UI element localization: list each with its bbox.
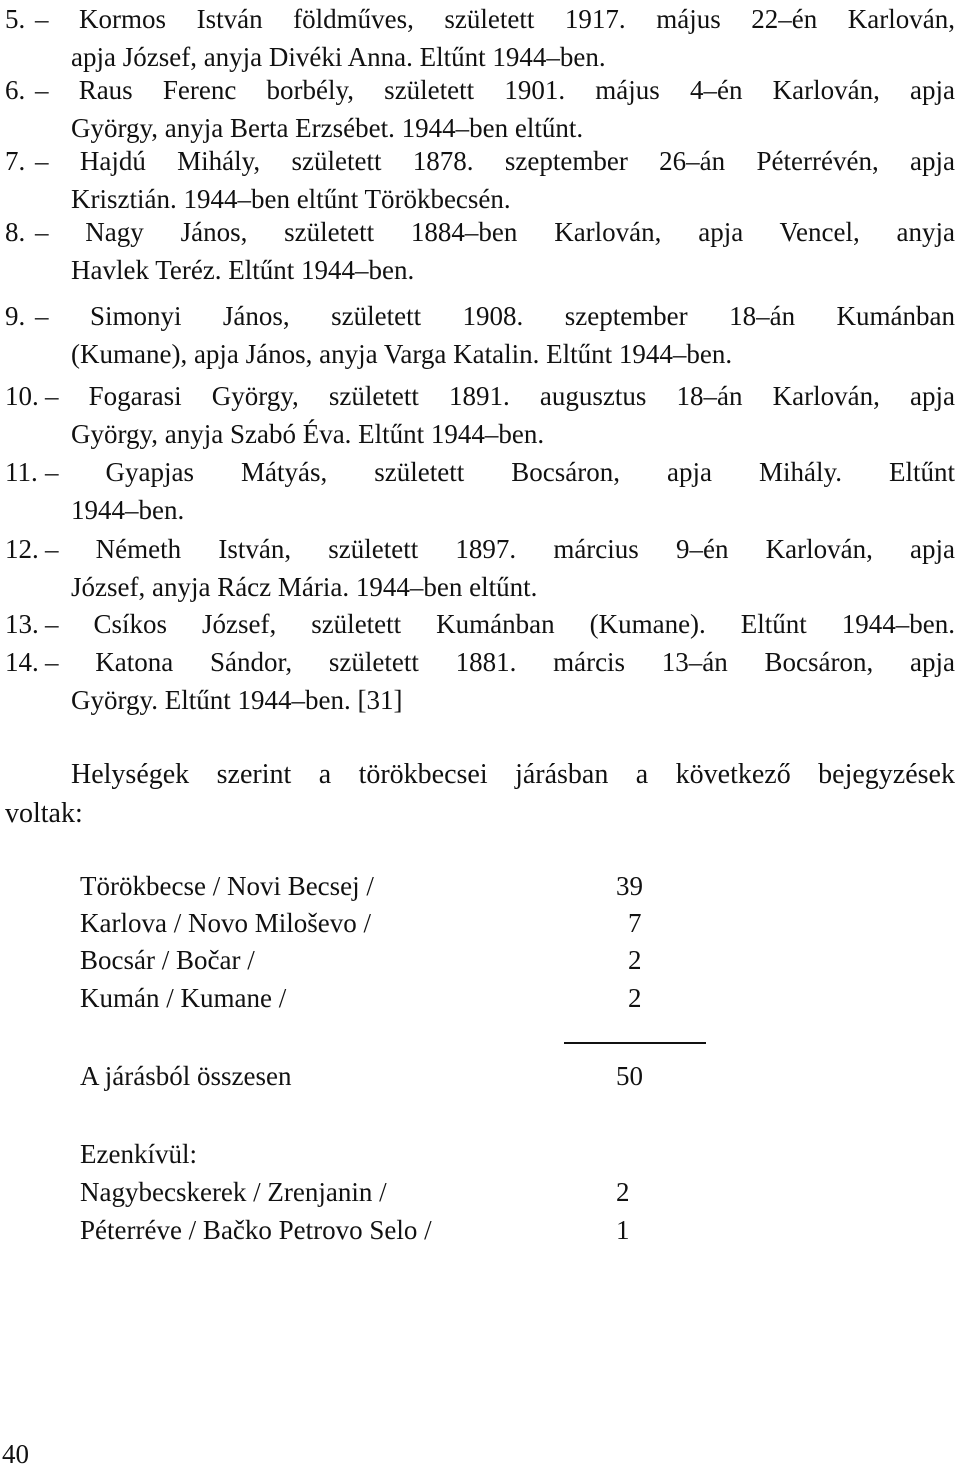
table-row — [80, 942, 660, 978]
entry-text: – Németh István, született 1897. március 9–én Karlován, apja — [45, 534, 955, 564]
table-row — [80, 1212, 660, 1248]
entry-text: – Hajdú Mihály, született 1878. szeptember 26–án Péterrévén, apja — [35, 146, 955, 176]
place-count: 39 — [616, 871, 643, 901]
total-label: A járásból összesen — [80, 1061, 292, 1091]
table-row — [80, 868, 660, 904]
entry-text: – Simonyi János, született 1908. szeptember 18–án Kumánban — [35, 301, 955, 331]
total-count: 50 — [616, 1061, 643, 1091]
place-count: 2 — [628, 945, 642, 975]
list-item — [5, 453, 955, 529]
list-item — [5, 530, 955, 606]
table-row — [80, 980, 660, 1016]
place-name: Törökbecse / Novi Becsej / — [80, 871, 374, 901]
entry-text: – Katona Sándor, született 1881. márcis 13–án Bocsáron, apja — [45, 647, 955, 677]
entry-continuation: 1944–ben. — [71, 495, 185, 525]
place-count: 2 — [628, 983, 642, 1013]
entry-continuation: György, anyja Berta Erzsébet. 1944–ben eltűnt. — [71, 113, 584, 143]
entry-continuation: Krisztián. 1944–ben eltűnt Törökbecsén. — [71, 184, 511, 214]
place-name: Nagybecskerek / Zrenjanin / — [80, 1177, 387, 1207]
table-row — [80, 905, 660, 941]
entry-number: 9. — [5, 301, 26, 331]
paragraph-line: Helységek szerint a törökbecsei járásban a következő bejegyzések — [71, 759, 955, 790]
entry-text: – Fogarasi György, született 1891. augusztus 18–án Karlován, apja — [45, 381, 955, 411]
list-item — [5, 643, 955, 719]
sum-divider — [564, 1042, 706, 1044]
entry-number: 6. — [5, 75, 26, 105]
list-item — [5, 213, 955, 289]
place-name: Bocsár / Bočar / — [80, 945, 255, 975]
entry-text: – Nagy János, született 1884–ben Karlován, apja Vencel, anyja — [35, 217, 955, 247]
entry-continuation: György, anyja Szabó Éva. Eltűnt 1944–ben. — [71, 419, 545, 449]
entry-number: 11. — [5, 457, 38, 487]
list-item — [5, 297, 955, 373]
entry-number: 14. — [5, 647, 39, 677]
extra-heading-row — [80, 1136, 660, 1172]
entry-continuation: (Kumane), apja János, anyja Varga Katalin. Eltűnt 1944–ben. — [71, 339, 733, 369]
summary-paragraph — [5, 755, 955, 833]
entry-number: 13. — [5, 609, 39, 639]
page-number: 40 — [2, 1439, 29, 1469]
entry-number: 8. — [5, 217, 26, 247]
place-count: 7 — [628, 908, 642, 938]
list-item — [5, 605, 955, 643]
entry-continuation: apja József, anyja Divéki Anna. Eltűnt 1944–ben. — [71, 42, 606, 72]
entry-continuation: József, anyja Rácz Mária. 1944–ben eltűnt. — [71, 572, 538, 602]
entry-number: 10. — [5, 381, 39, 411]
place-count: 2 — [616, 1177, 630, 1207]
extra-heading: Ezenkívül: — [80, 1139, 197, 1169]
place-name: Karlova / Novo Miloševo / — [80, 908, 371, 938]
place-count: 1 — [616, 1215, 630, 1245]
entry-text: – Raus Ferenc borbély, született 1901. május 4–én Karlován, apja — [35, 75, 955, 105]
entry-continuation: Havlek Teréz. Eltűnt 1944–ben. — [71, 255, 415, 285]
entry-number: 7. — [5, 146, 26, 176]
list-item — [5, 142, 955, 218]
list-item — [5, 377, 955, 453]
place-name: Kumán / Kumane / — [80, 983, 287, 1013]
entry-continuation: György. Eltűnt 1944–ben. [31] — [71, 685, 403, 715]
total-row — [80, 1058, 660, 1094]
entry-number: 5. — [5, 4, 26, 34]
entry-number: 12. — [5, 534, 39, 564]
paragraph-line: voltak: — [5, 798, 83, 829]
list-item — [5, 71, 955, 147]
entry-text: – Csíkos József, született Kumánban (Kumane). Eltűnt 1944–ben. — [45, 609, 955, 639]
list-item — [5, 0, 955, 76]
place-name: Péterréve / Bačko Petrovo Selo / — [80, 1215, 432, 1245]
entry-text: – Kormos István földműves, született 1917. május 22–én Karlován, — [35, 4, 955, 34]
entry-text: – Gyapjas Mátyás, született Bocsáron, apja Mihály. Eltűnt — [45, 457, 955, 487]
table-row — [80, 1174, 660, 1210]
